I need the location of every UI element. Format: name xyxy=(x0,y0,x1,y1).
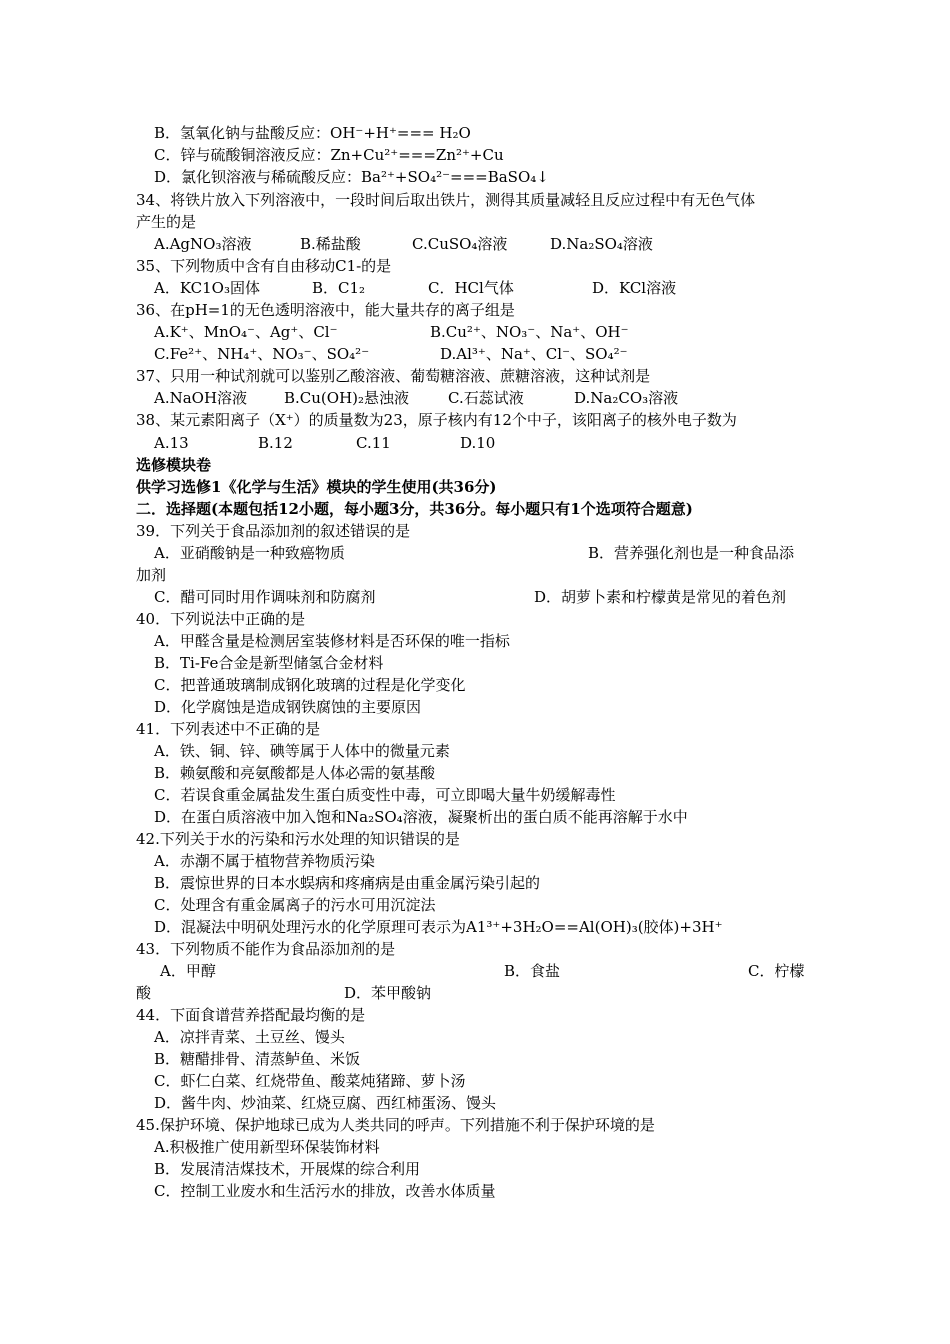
option-b: B.Cu²⁺、NO₃⁻、Na⁺、OH⁻ xyxy=(430,323,629,341)
options-row xyxy=(154,277,854,299)
option-c: C．HCl气体 xyxy=(428,279,514,297)
option-b: B．C1₂ xyxy=(312,279,366,297)
options-row xyxy=(154,387,854,409)
section-heading: 选修模块卷 xyxy=(136,456,212,474)
option-a: A．赤潮不属于植物营养物质污染 xyxy=(154,852,375,870)
option-c: C．虾仁白菜、红烧带鱼、酸菜炖猪蹄、萝卜汤 xyxy=(154,1072,466,1090)
option-b: B.Cu(OH)₂悬浊液 xyxy=(284,389,410,407)
option-d: D．酱牛肉、炒油菜、红烧豆腐、西红柿蛋汤、馒头 xyxy=(154,1094,497,1112)
option-c: C．醋可同时用作调味剂和防腐剂 xyxy=(154,588,376,606)
option-b: B.稀盐酸 xyxy=(300,235,361,253)
question-34-cont: 产生的是 xyxy=(136,213,197,231)
option-b: B．震惊世界的日本水蜈病和疼痛病是由重金属污染引起的 xyxy=(154,874,541,892)
question-41: 41．下列表述中不正确的是 xyxy=(136,720,321,738)
option-a: A．甲醛含量是检测居室装修材料是否环保的唯一指标 xyxy=(154,632,510,650)
options-row xyxy=(160,960,820,982)
option-d: D.Na₂CO₃溶液 xyxy=(574,389,679,407)
option-d: D．苯甲酸钠 xyxy=(344,984,432,1002)
option-line: D．氯化钡溶液与稀硫酸反应：Ba²⁺+SO₄²⁻===BaSO₄↓ xyxy=(154,168,549,186)
option-c-cont: 酸 xyxy=(136,984,152,1002)
option-a: A．甲醇 xyxy=(160,962,216,980)
option-b: B．发展清洁煤技术，开展煤的综合利用 xyxy=(154,1160,421,1178)
options-row xyxy=(154,432,854,454)
option-c: C．若误食重金属盐发生蛋白质变性中毒，可立即喝大量牛奶缓解毒性 xyxy=(154,786,616,804)
option-b: B．糖醋排骨、清蒸鲈鱼、米饭 xyxy=(154,1050,361,1068)
option-d: D.Al³⁺、Na⁺、Cl⁻、SO₄²⁻ xyxy=(440,345,628,363)
option-b: B．Ti-Fe合金是新型储氢合金材料 xyxy=(154,654,384,672)
option-d: D．在蛋白质溶液中加入饱和Na₂SO₄溶液，凝聚析出的蛋白质不能再溶解于水中 xyxy=(154,808,688,826)
option-a: A.NaOH溶液 xyxy=(154,389,248,407)
option-c: C.11 xyxy=(356,434,391,452)
question-38: 38、某元素阳离子（X⁺）的质量数为23，原子核内有12个中子，该阳离子的核外电子数为 xyxy=(136,411,737,429)
option-a: A.积极推广使用新型环保装饰材料 xyxy=(154,1138,380,1156)
question-43: 43．下列物质不能作为食品添加剂的是 xyxy=(136,940,396,958)
option-b: B.12 xyxy=(258,434,293,452)
question-34: 34、将铁片放入下列溶液中，一段时间后取出铁片，测得其质量减轻且反应过程中有无色气体 xyxy=(136,191,756,209)
option-a: A.K⁺、MnO₄⁻、Ag⁺、Cl⁻ xyxy=(154,323,338,341)
option-a: A．KC1O₃固体 xyxy=(154,279,260,297)
option-c: C.CuSO₄溶液 xyxy=(412,235,508,253)
option-d: D．化学腐蚀是造成钢铁腐蚀的主要原因 xyxy=(154,698,422,716)
options-row xyxy=(154,233,854,255)
question-45: 45.保护环境、保护地球已成为人类共同的呼声。下列措施不利于保护环境的是 xyxy=(136,1116,655,1134)
option-d: D.10 xyxy=(460,434,496,452)
question-37: 37、只用一种试剂就可以鉴别乙酸溶液、葡萄糖溶液、蔗糖溶液，这种试剂是 xyxy=(136,367,651,385)
option-a: A．铁、铜、锌、碘等属于人体中的微量元素 xyxy=(154,742,450,760)
option-c: C．控制工业废水和生活污水的排放，改善水体质量 xyxy=(154,1182,496,1200)
options-row xyxy=(154,321,854,343)
question-44: 44．下面食谱营养搭配最均衡的是 xyxy=(136,1006,366,1024)
option-c: C.石蕊试液 xyxy=(448,389,524,407)
option-b-cont: 加剂 xyxy=(136,566,167,584)
options-row xyxy=(154,542,854,564)
option-c: C．把普通玻璃制成钢化玻璃的过程是化学变化 xyxy=(154,676,466,694)
question-36: 36、在pH=1的无色透明溶液中，能大量共存的离子组是 xyxy=(136,301,515,319)
option-b: B．赖氨酸和亮氨酸都是人体必需的氨基酸 xyxy=(154,764,436,782)
option-d: D．胡萝卜素和柠檬黄是常见的着色剂 xyxy=(534,588,787,606)
question-42: 42.下列关于水的污染和污水处理的知识错误的是 xyxy=(136,830,460,848)
option-line: B．氢氧化钠与盐酸反应：OH⁻+H⁺=== H₂O xyxy=(154,124,471,142)
option-d: D．KCl溶液 xyxy=(592,279,677,297)
option-a: A.13 xyxy=(154,434,189,452)
options-row xyxy=(154,343,854,365)
options-row xyxy=(136,982,836,1004)
option-c: C．柠檬 xyxy=(748,962,805,980)
option-line: C．锌与硫酸铜溶液反应：Zn+Cu²⁺===Zn²⁺+Cu xyxy=(154,146,504,164)
options-row xyxy=(154,586,854,608)
question-39: 39．下列关于食品添加剂的叙述错误的是 xyxy=(136,522,411,540)
option-d: D．混凝法中明矾处理污水的化学原理可表示为A1³⁺+3H₂O==Al(OH)₃(胶体)+3H⁺ xyxy=(154,918,723,936)
option-a: A．凉拌青菜、土豆丝、馒头 xyxy=(154,1028,345,1046)
option-a: A.AgNO₃溶液 xyxy=(154,235,252,253)
question-40: 40．下列说法中正确的是 xyxy=(136,610,306,628)
option-b: B．食盐 xyxy=(504,962,561,980)
section-subheading: 供学习选修1《化学与生活》模块的学生使用(共36分) xyxy=(136,478,497,496)
option-c: C.Fe²⁺、NH₄⁺、NO₃⁻、SO₄²⁻ xyxy=(154,345,370,363)
option-a: A．亚硝酸钠是一种致癌物质 xyxy=(154,544,345,562)
section-instructions: 二．选择题(本题包括12小题，每小题3分，共36分。每小题只有1个选项符合题意) xyxy=(136,500,693,518)
option-d: D.Na₂SO₄溶液 xyxy=(550,235,653,253)
question-35: 35、下列物质中含有自由移动C1-的是 xyxy=(136,257,392,275)
option-b: B．营养强化剂也是一种食品添 xyxy=(588,544,795,562)
option-c: C．处理含有重金属离子的污水可用沉淀法 xyxy=(154,896,436,914)
